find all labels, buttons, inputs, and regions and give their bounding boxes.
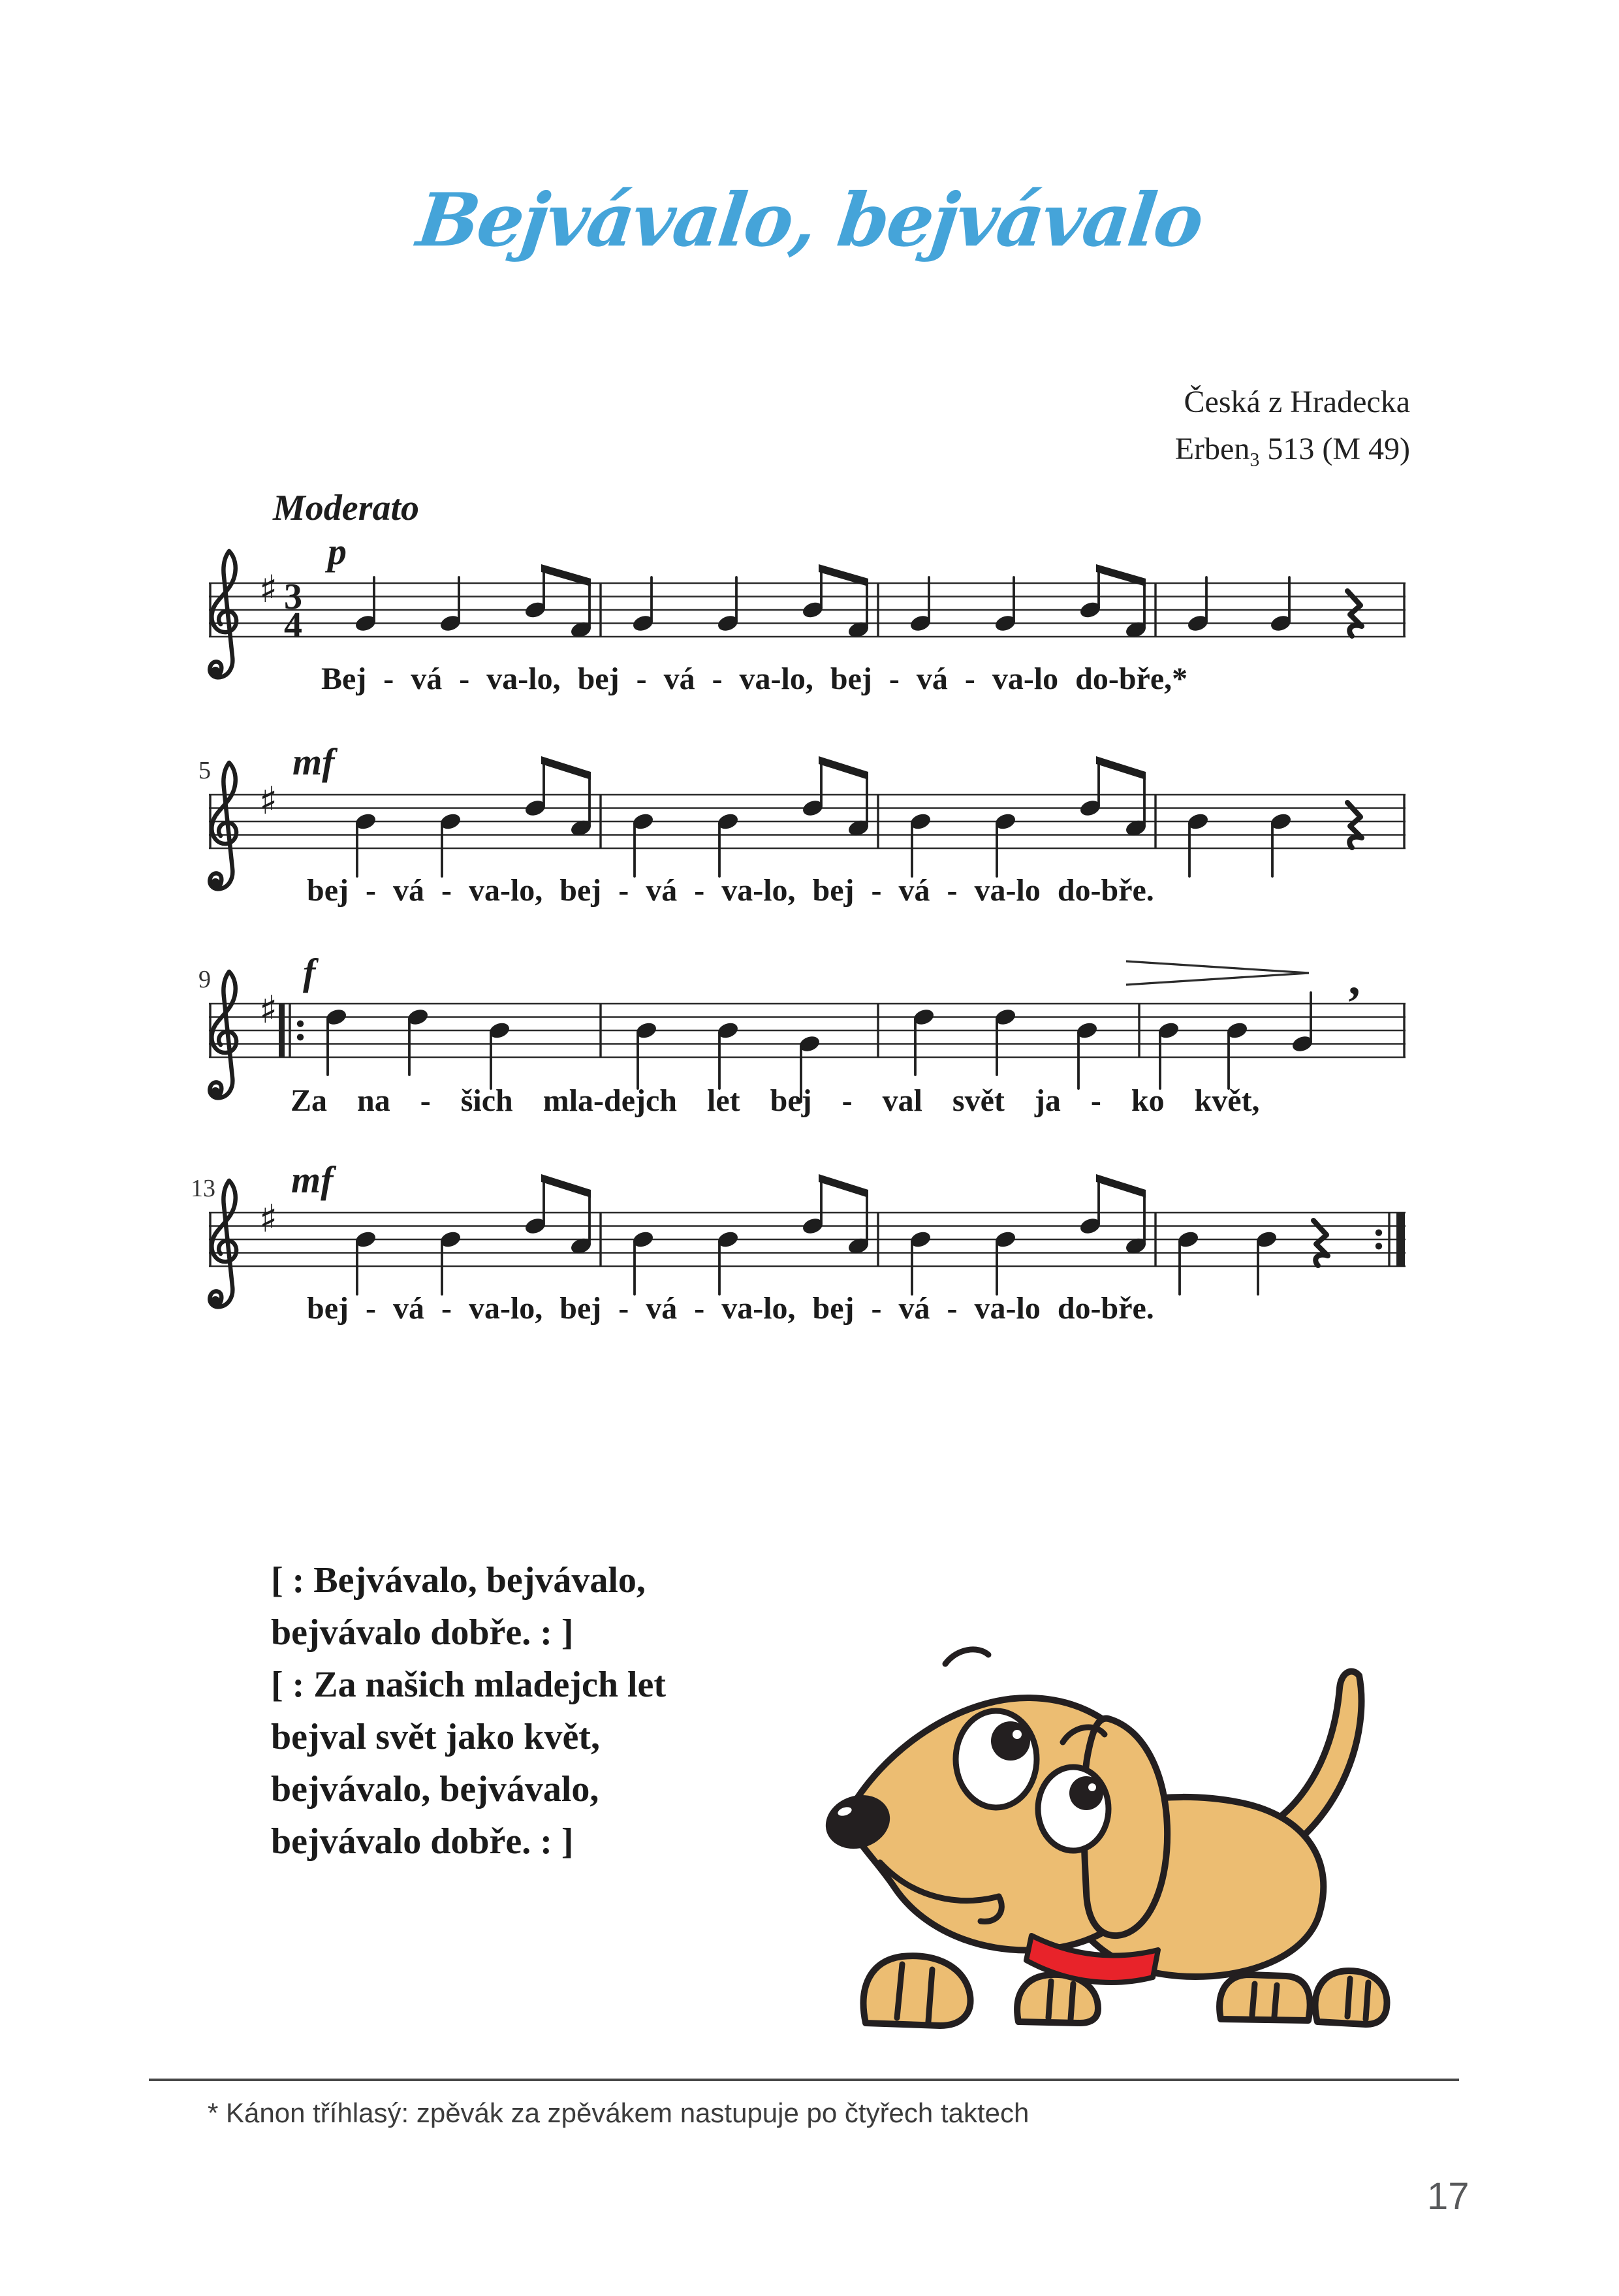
dog-front-near-paw bbox=[864, 1956, 971, 2026]
eighth-beams bbox=[541, 756, 1146, 780]
key-signature-sharp: ♯ bbox=[259, 1196, 278, 1241]
note-stems bbox=[357, 1177, 1258, 1294]
eighth-beams bbox=[541, 1174, 1146, 1198]
verse-line: [ : Za našich mladejch let bbox=[271, 1665, 667, 1705]
attribution bbox=[1175, 379, 1410, 484]
attribution-subscript: 3 bbox=[1250, 449, 1260, 471]
dynamic-marking: f bbox=[303, 951, 316, 993]
verse-line: bejval svět jako květ, bbox=[271, 1717, 600, 1757]
page-title: Bejvávalo, bejvávalo bbox=[413, 178, 1206, 263]
verse-line: bejvávalo dobře. : ] bbox=[271, 1821, 574, 1862]
time-signature-numerator: 3 bbox=[284, 577, 302, 617]
noteheads bbox=[354, 600, 1293, 640]
footnote-divider bbox=[149, 2079, 1459, 2081]
decrescendo-hairpin bbox=[1126, 961, 1309, 985]
lyrics-line-3: Za na - šich mla-dejch let bej - val svět ja - ko květ, bbox=[291, 1083, 1260, 1118]
verse-line: [ : Bejvávalo, bejvávalo, bbox=[271, 1560, 646, 1601]
staff-system-4 bbox=[191, 1158, 1406, 1307]
key-signature-sharp: ♯ bbox=[259, 778, 278, 823]
dog-illustration bbox=[819, 1650, 1387, 2026]
staff-system-3 bbox=[198, 951, 1406, 1102]
dog-rear-far-paw bbox=[1219, 1975, 1310, 2020]
staff-system-1 bbox=[209, 530, 1406, 677]
attribution-source: Erben$_3$ 513 (M 49) bbox=[1174, 432, 1410, 471]
measure-number: 13 bbox=[191, 1175, 215, 1202]
verse-line: bejvávalo, bejvávalo, bbox=[271, 1769, 599, 1810]
key-signature-sharp: ♯ bbox=[259, 987, 278, 1032]
noteheads bbox=[354, 798, 1293, 838]
dynamic-marking: mf bbox=[291, 1158, 334, 1201]
key-signature-sharp: ♯ bbox=[259, 567, 278, 611]
dog-eye-right bbox=[1038, 1767, 1108, 1851]
page-number: 17 bbox=[1427, 2175, 1470, 2218]
note-stems bbox=[357, 759, 1272, 876]
verse-block bbox=[271, 1554, 666, 1868]
footnote-text: * Kánon tříhlasý: zpěvák za zpěvákem nastupuje po čtyřech taktech bbox=[208, 2097, 1030, 2128]
measure-number: 5 bbox=[198, 757, 211, 784]
noteheads bbox=[354, 1216, 1278, 1256]
measure-number: 9 bbox=[198, 966, 211, 993]
time-signature-denominator: 4 bbox=[284, 605, 302, 646]
tempo-marking: Moderato bbox=[273, 488, 419, 528]
dog-eyebrow bbox=[945, 1650, 988, 1664]
attribution-origin: Česká z Hradecka bbox=[1184, 385, 1410, 419]
dynamic-marking: p bbox=[328, 530, 347, 573]
verse-line: bejvávalo dobře. : ] bbox=[271, 1612, 574, 1653]
lyrics-line-4: bej - vá - va-lo, bej - vá - va-lo, bej - vá - va-lo do-bře. bbox=[307, 1291, 1154, 1326]
dynamic-marking: mf bbox=[292, 741, 335, 783]
dog-eye-left bbox=[956, 1711, 1037, 1808]
lyrics-line-1: Bej - vá - va-lo, bej - vá - va-lo, bej - vá - va-lo do-bře,* bbox=[321, 662, 1188, 696]
dog-rear-near-paw bbox=[1315, 1971, 1387, 2024]
breath-mark: ’ bbox=[1346, 977, 1362, 1029]
lyrics-line-2: bej - vá - va-lo, bej - vá - va-lo, bej - vá - va-lo do-bře. bbox=[307, 873, 1154, 908]
staff-system-2 bbox=[198, 741, 1406, 889]
